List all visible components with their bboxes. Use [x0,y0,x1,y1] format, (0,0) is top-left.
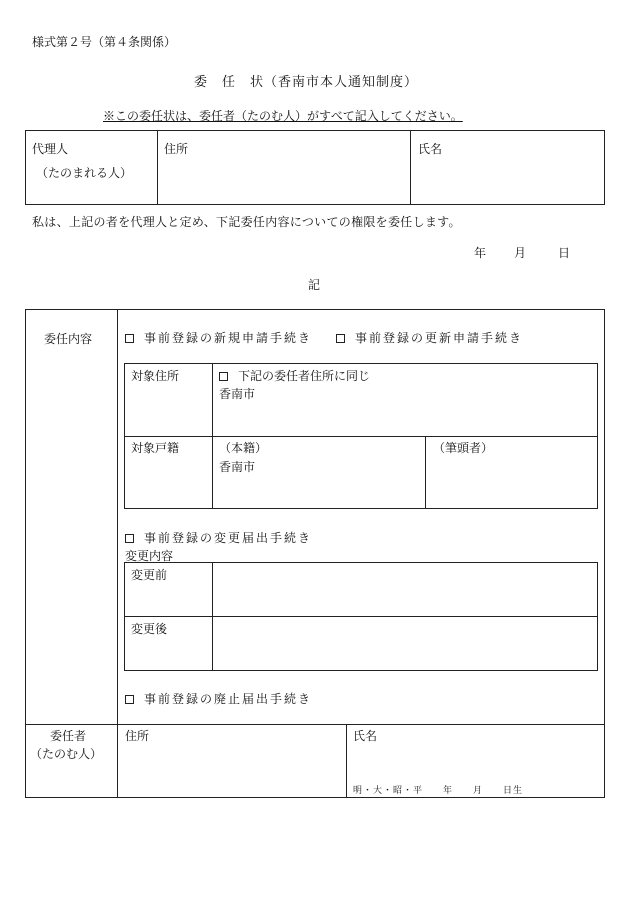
target-register-label: 対象戸籍 [131,441,180,455]
statement-text: 私は、上記の者を代理人と定め、下記委任内容についての権限を委任します。 [32,215,461,229]
abolition-notification-checkbox[interactable] [125,695,134,704]
after-label: 変更後 [131,622,168,636]
same-address-option[interactable] [219,367,370,384]
document-title: 委 任 状（香南市本人通知制度） [194,75,419,90]
renewal-application-label: 事前登録の更新申請手続き [355,331,524,345]
honseki-city: 香南市 [219,460,256,474]
honseki-label: （本籍） [219,441,268,455]
head-label: （筆頭者） [433,441,494,455]
notice-text: ※この委任状は、委任者（たのむ人）がすべて記入してください。 [103,109,463,123]
renewal-application-checkbox[interactable] [336,334,345,343]
delegator-label: 委任者 [50,729,87,743]
birth-date-line: 明・大・昭・平 年 月 日生 [353,786,524,796]
change-notification-option[interactable] [125,529,312,546]
before-label: 変更前 [131,568,168,582]
same-address-checkbox[interactable] [219,372,228,381]
agent-label: 代理人 [32,142,69,156]
agent-address-label: 住所 [164,142,189,156]
target-row-divider [124,436,598,437]
date-day: 日 [558,246,571,260]
target-address-label: 対象住所 [131,369,180,383]
agent-name-label: 氏名 [418,142,443,156]
change-row-divider [124,616,598,617]
delegator-address-label: 住所 [125,729,150,743]
date-month: 月 [514,246,527,260]
same-address-label: 下記の委任者住所に同じ [238,369,371,383]
date-year: 年 [474,246,487,260]
abolition-notification-option[interactable] [125,690,312,707]
form-number: 様式第２号（第４条関係） [32,35,177,49]
mandate-label: 委任内容 [44,332,93,346]
new-application-option[interactable] [125,329,312,346]
renewal-application-option[interactable] [336,329,523,346]
delegator-sublabel: （たのむ人） [30,747,103,761]
delegator-name-label: 氏名 [353,729,378,743]
head-col-divider [425,436,426,509]
agent-divider-2 [410,130,411,205]
delegator-row-divider [25,724,605,725]
change-notification-checkbox[interactable] [125,534,134,543]
new-application-checkbox[interactable] [125,334,134,343]
change-notification-label: 事前登録の変更届出手続き [144,531,313,545]
ki-heading: 記 [308,278,321,292]
delegator-name-divider [346,724,347,798]
agent-divider-1 [157,130,158,205]
agent-sublabel: （たのまれる人） [36,166,133,180]
change-content-label: 変更内容 [125,549,174,563]
abolition-notification-label: 事前登録の廃止届出手続き [144,692,313,706]
target-address-city: 香南市 [219,387,256,401]
new-application-label: 事前登録の新規申請手続き [144,331,313,345]
